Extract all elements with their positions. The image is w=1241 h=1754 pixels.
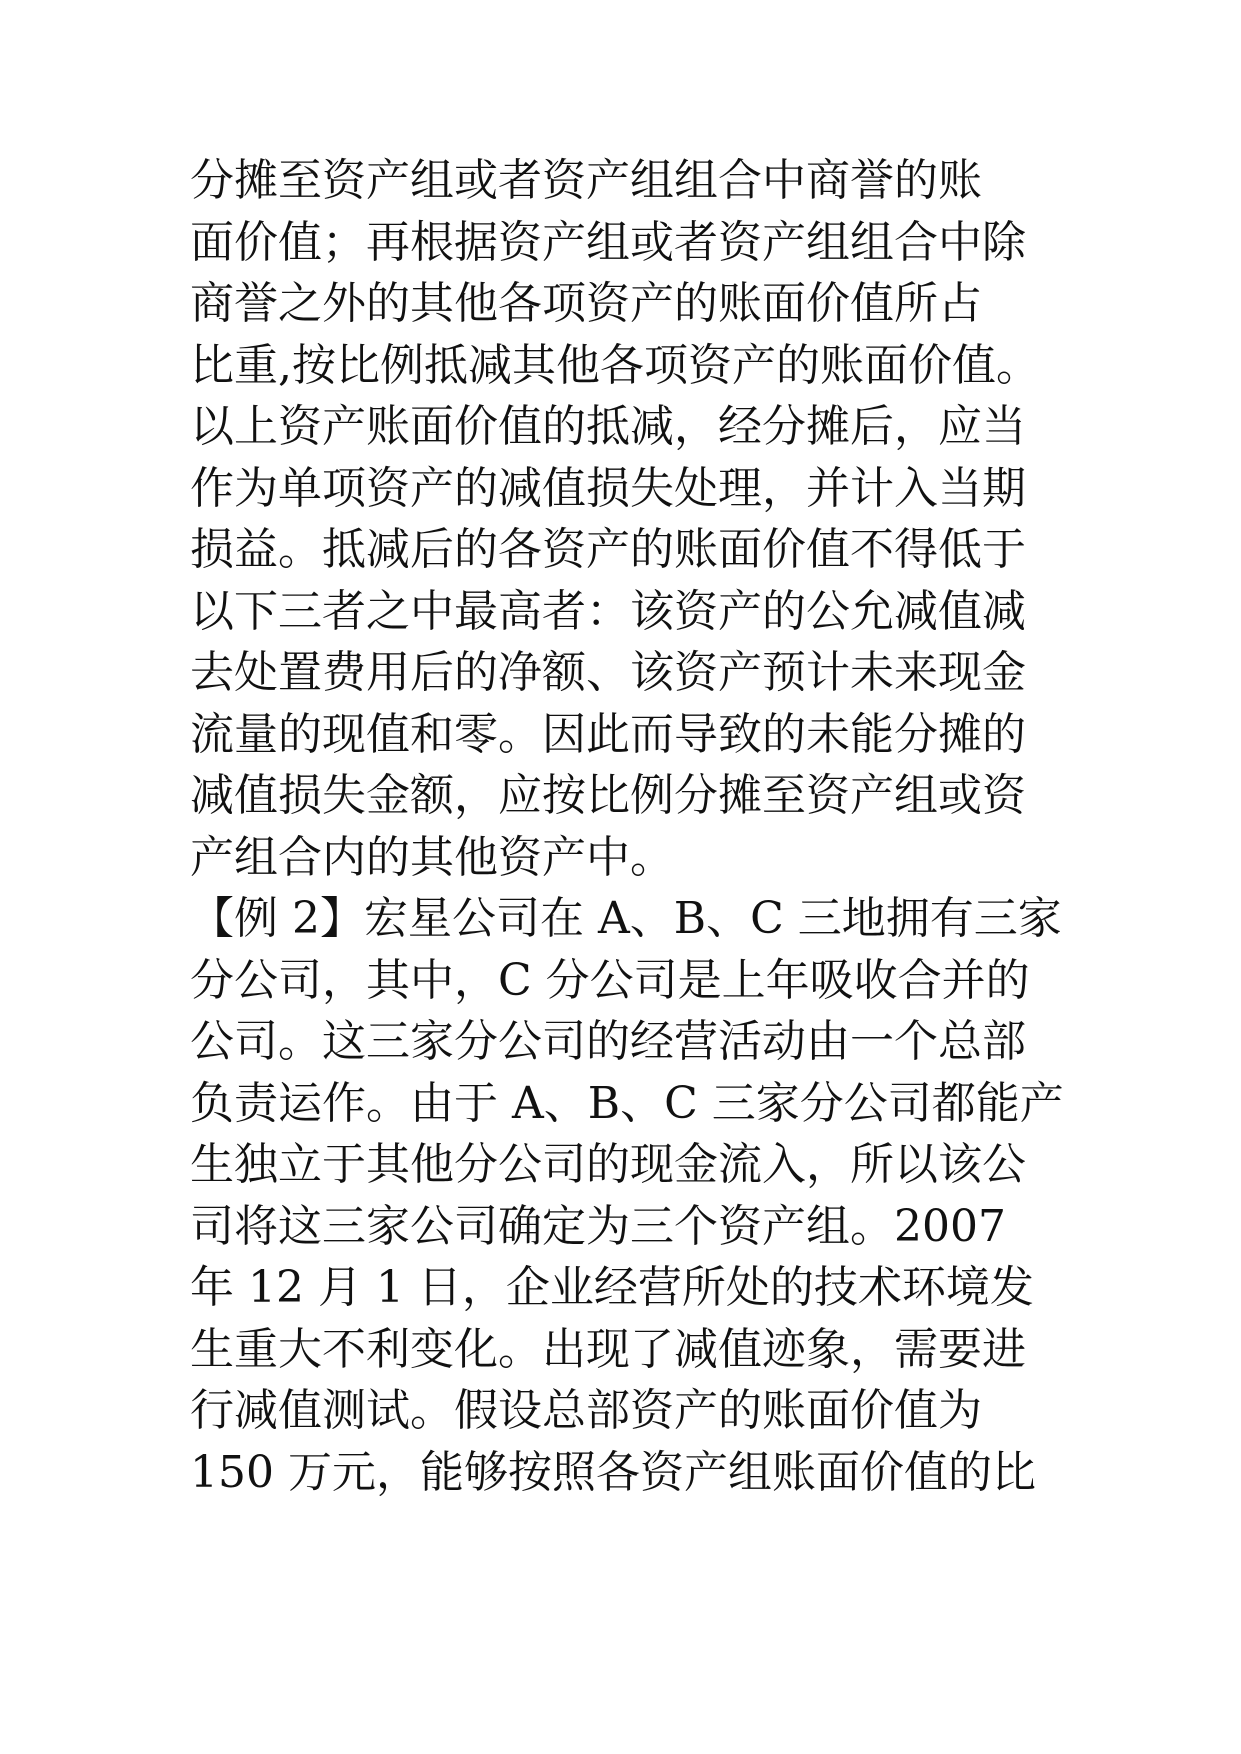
body-text: [190, 150, 1070, 1503]
text-line: 150 万元，能够按照各资产组账面价值的比: [190, 1446, 1036, 1498]
text-line: 司将这三家公司确定为三个资产组。2007: [190, 1200, 1006, 1252]
text-line: 比重,按比例抵减其他各项资产的账面价值。: [190, 339, 1040, 391]
text-line: 公司。这三家分公司的经营活动由一个总部: [190, 1016, 1026, 1067]
text-line: 分公司，其中，C 分公司是上年吸收合并的: [190, 954, 1030, 1006]
text-line: 减值损失金额，应按比例分摊至资产组或资: [190, 770, 1026, 821]
example-heading-line: 【例 2】宏星公司在 A、B、C 三地拥有三家: [190, 893, 1062, 944]
text-line: 负责运作。由于 A、B、C 三家分公司都能产: [190, 1077, 1064, 1129]
text-line: 去处置费用后的净额、该资产预计未来现金: [190, 647, 1026, 698]
text-line: 商誉之外的其他各项资产的账面价值所占: [190, 278, 982, 329]
text-line: 作为单项资产的减值损失处理，并计入当期: [190, 462, 1026, 514]
text-line: 流量的现值和零。因此而导致的未能分摊的: [190, 708, 1026, 760]
text-line: 以下三者之中最高者：该资产的公允减值减: [190, 585, 1026, 637]
text-line: 以上资产账面价值的抵减，经分摊后，应当: [190, 401, 1026, 452]
text-line: 年 12 月 1 日，企业经营所处的技术环境发: [190, 1262, 1034, 1313]
text-line: 产组合内的其他资产中。: [190, 831, 674, 883]
text-line: 分摊至资产组或者资产组组合中商誉的账: [190, 155, 982, 206]
text-line: 面价值；再根据资产组或者资产组组合中除: [190, 216, 1026, 268]
text-line: 生重大不利变化。出现了减值迹象，需要进: [190, 1323, 1026, 1375]
text-line: 行减值测试。假设总部资产的账面价值为: [190, 1385, 982, 1436]
text-line: 生独立于其他分公司的现金流入，所以该公: [190, 1139, 1026, 1190]
text-line: 损益。抵减后的各资产的账面价值不得低于: [190, 524, 1026, 575]
